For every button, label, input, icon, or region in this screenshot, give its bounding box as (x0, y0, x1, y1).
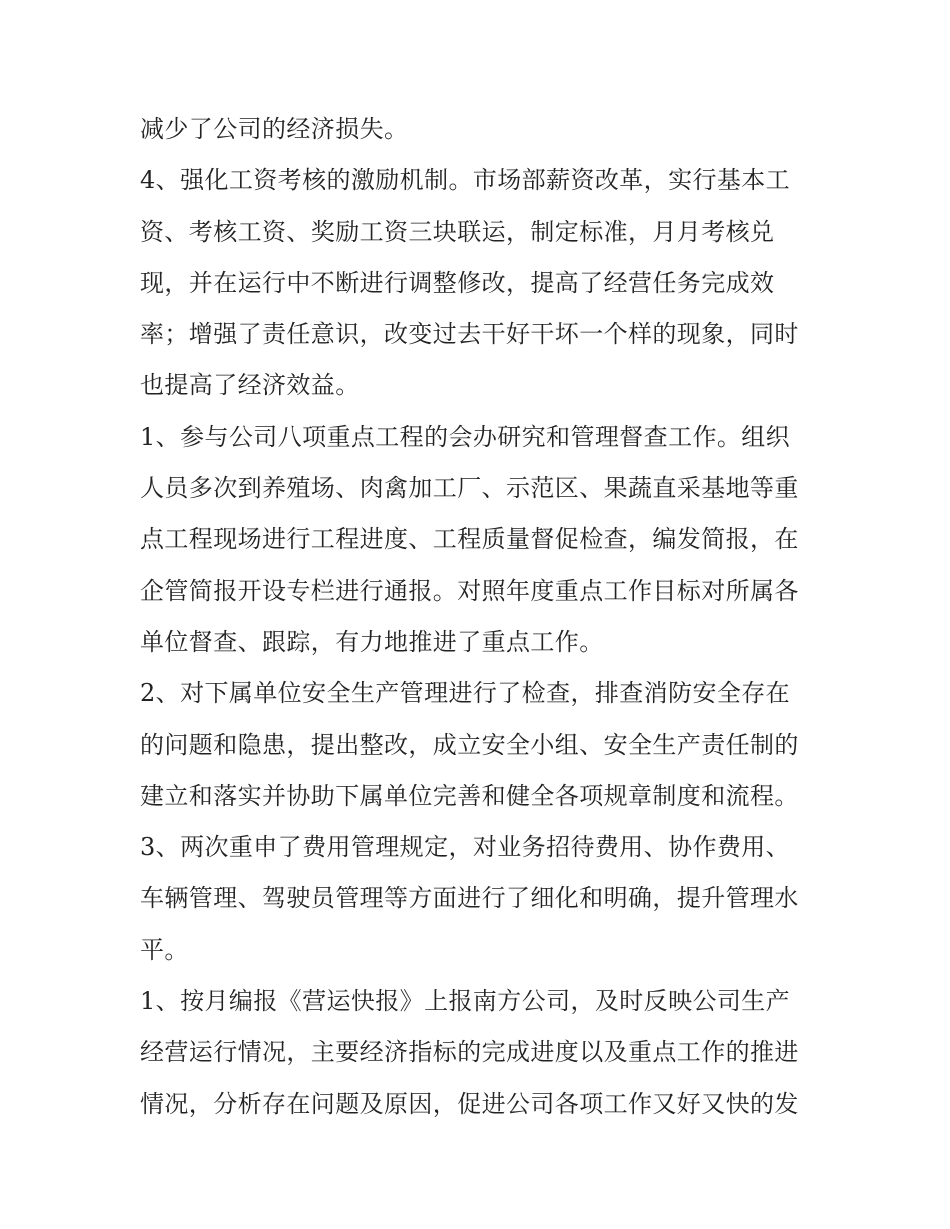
text-line: 建立和落实并协助下属单位完善和健全各项规章制度和流程。 (140, 781, 799, 810)
body-text (140, 104, 820, 1130)
text-line: 也提高了经济效益。 (140, 371, 360, 400)
text-line: 3、两次重申了费用管理规定，对业务招待费用、协作费用、 (140, 833, 791, 862)
text-line: 车辆管理、驾驶员管理等方面进行了细化和明确，提升管理水 (140, 884, 799, 913)
text-line: 现，并在运行中不断进行调整修改，提高了经营任务完成效 (140, 268, 775, 297)
text-line: 单位督查、跟踪，有力地推进了重点工作。 (140, 627, 604, 656)
text-line: 的问题和隐患，提出整改，成立安全小组、安全生产责任制的 (140, 730, 799, 759)
text-line: 情况，分析存在问题及原因，促进公司各项工作又好又快的发 (140, 1089, 799, 1118)
text-line: 平。 (140, 935, 189, 964)
text-line: 资、考核工资、奖励工资三块联运，制定标准，月月考核兑 (140, 217, 775, 246)
text-line: 2、对下属单位安全生产管理进行了检查，排查消防安全存在 (140, 679, 791, 708)
text-line: 1、按月编报《营运快报》上报南方公司，及时反映公司生产 (140, 987, 791, 1016)
text-line: 减少了公司的经济损失。 (140, 115, 409, 143)
text-line: 点工程现场进行工程进度、工程质量督促检查，编发简报，在 (140, 525, 799, 554)
text-line: 经营运行情况，主要经济指标的完成进度以及重点工作的推进 (140, 1038, 799, 1067)
text-line: 率；增强了责任意识，改变过去干好干坏一个样的现象，同时 (140, 320, 799, 349)
text-line: 人员多次到养殖场、肉禽加工厂、示范区、果蔬直采基地等重 (140, 474, 799, 503)
text-line: 4、强化工资考核的激励机制。市场部薪资改革，实行基本工 (140, 166, 791, 195)
text-line: 1、参与公司八项重点工程的会办研究和管理督查工作。组织 (140, 422, 791, 451)
text-line: 企管简报开设专栏进行通报。对照年度重点工作目标对所属各 (140, 576, 799, 605)
